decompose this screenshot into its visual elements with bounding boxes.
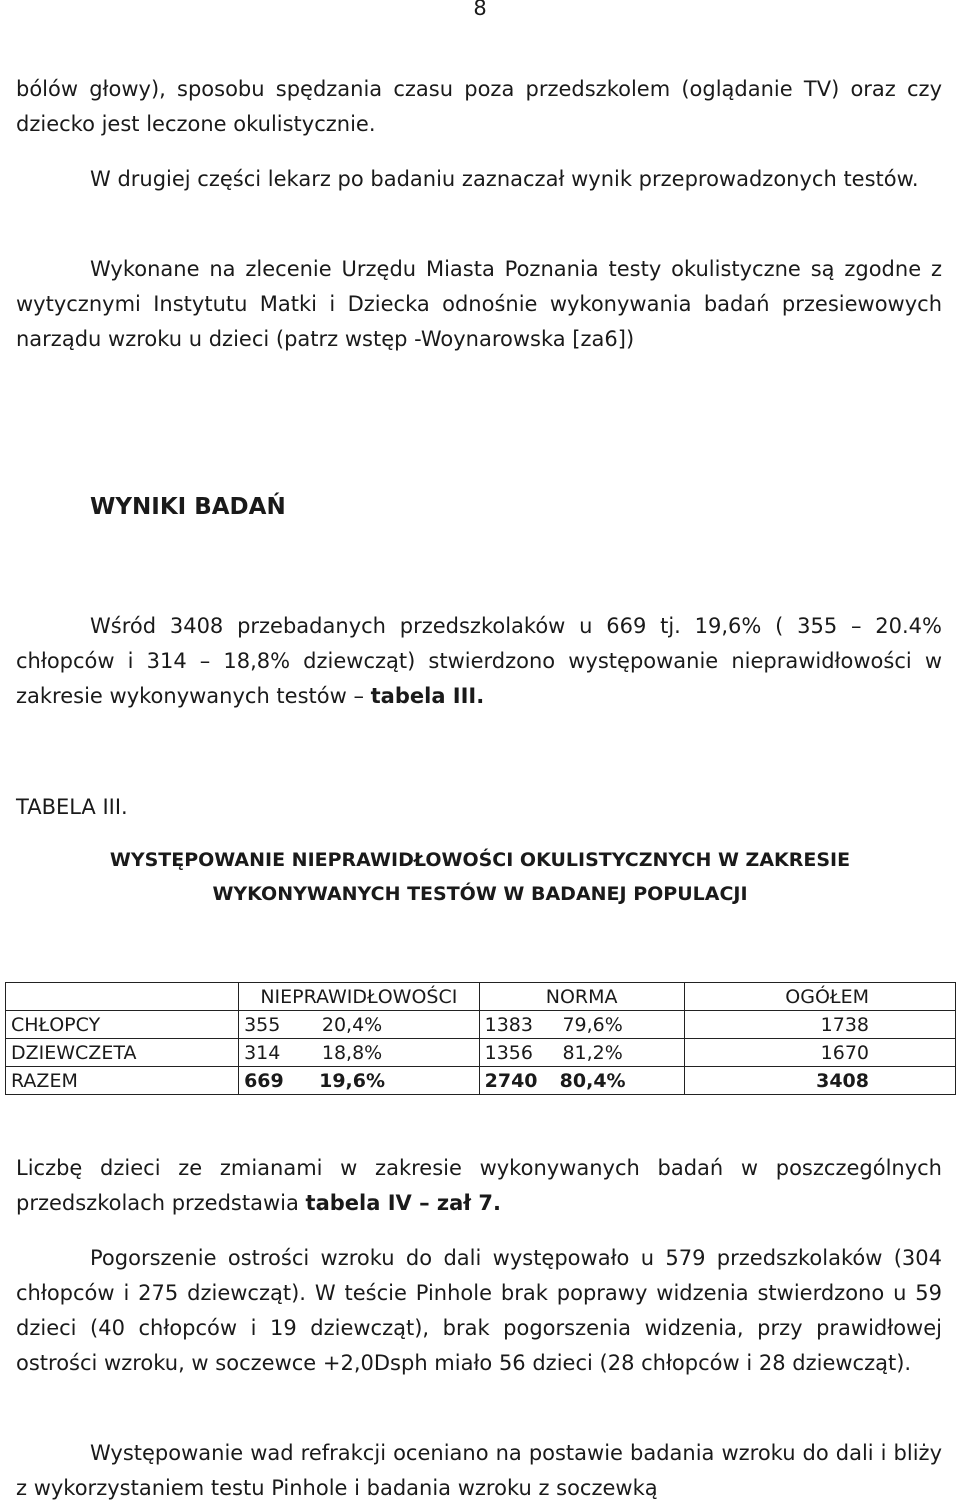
table-title-line1: WYSTĘPOWANIE NIEPRAWIDŁOWOŚCI OKULISTYCZNYCH W ZAKRESIE [109, 849, 851, 871]
header-abnormalities: NIEPRAWIDŁOWOŚCI [239, 983, 480, 1011]
norm-percent: 80,4% [559, 1069, 626, 1092]
table-row [6, 1011, 956, 1039]
norm-percent: 81,2% [562, 1041, 623, 1064]
abnormal-count: 355 [244, 1013, 281, 1036]
abnormal-cell [239, 1011, 480, 1039]
results-text: Wśród 3408 przebadanych przedszkolaków u 669 tj. 19,6% ( 355 – 20.4% chłopców i 314 – 18,8% dziewcząt) stwierdzono występowanie nieprawidłowości w zakresie wykonywanych testów – [16, 614, 942, 708]
row-label: CHŁOPCY [6, 1011, 239, 1039]
norm-percent: 79,6% [562, 1013, 623, 1036]
norm-cell [479, 1011, 684, 1039]
header-empty [6, 983, 239, 1011]
norm-count: 1383 [484, 1013, 533, 1036]
header-total: OGÓŁEM [684, 983, 955, 1011]
total-cell: 1738 [684, 1011, 955, 1039]
row-label: DZIEWCZETA [6, 1039, 239, 1067]
paragraph-questionnaire: bólów głowy), sposobu spędzania czasu poza przedszkolem (oglądanie TV) oraz czy dziecko jest leczone okulistycznie. [16, 77, 942, 136]
section-heading: WYNIKI BADAŃ [90, 494, 286, 520]
table-row [6, 1039, 956, 1067]
norm-cell [479, 1067, 684, 1095]
table-reference: tabela III. [370, 684, 485, 708]
total-cell: 1670 [684, 1039, 955, 1067]
header-norm: NORMA [479, 983, 684, 1011]
norm-cell [479, 1039, 684, 1067]
paragraph-results [16, 609, 942, 714]
abnormal-count: 669 [244, 1069, 284, 1092]
paragraph-refraction: Występowanie wad refrakcji oceniano na postawie badania wzroku do dali i bliży z wykorzystaniem testu Pinhole i badania wzroku z soczewką [16, 1441, 942, 1500]
table-label: TABELA III. [16, 795, 128, 819]
paragraph-table-iv [16, 1151, 942, 1221]
norm-count: 2740 [484, 1069, 538, 1092]
norm-count: 1356 [484, 1041, 533, 1064]
total-cell: 3408 [684, 1067, 955, 1095]
abnormal-percent: 19,6% [319, 1069, 386, 1092]
abnormal-percent: 20,4% [321, 1013, 383, 1036]
paragraph-visual-acuity: Pogorszenie ostrości wzroku do dali występowało u 579 przedszkolaków (304 chłopców i 275 dziewcząt). W teście Pinhole brak poprawy widzenia stwierdzono u 59 dzieci (40 chłopców i 19 dziewcząt), brak pogorszenia widzenia, przy prawidłowej ostrości wzroku, w soczewce +2,0Dsph miało 56 dzieci (28 chłopców i 28 dziewcząt). [16, 1246, 942, 1375]
table-iv-reference: tabela IV – zał 7. [305, 1191, 501, 1215]
abnormal-percent: 18,8% [321, 1041, 383, 1064]
results-table [5, 982, 956, 1095]
paragraph-second-part: W drugiej części lekarz po badaniu zaznaczał wynik przeprowadzonych testów. [90, 167, 919, 191]
abnormal-count: 314 [244, 1041, 281, 1064]
abnormal-cell [239, 1067, 480, 1095]
table-title-line2: WYKONYWANYCH TESTÓW W BADANEJ POPULACJI [212, 883, 748, 905]
table-header-row [6, 983, 956, 1011]
table-iv-text: Liczbę dzieci ze zmianami w zakresie wykonywanych badań w poszczególnych przedszkolach przedstawia [16, 1156, 942, 1215]
page-number: 8 [473, 0, 487, 20]
abnormal-cell [239, 1039, 480, 1067]
row-label: RAZEM [6, 1067, 239, 1095]
paragraph-tests-compliance: Wykonane na zlecenie Urzędu Miasta Poznania testy okulistyczne są zgodne z wytycznymi Instytutu Matki i Dziecka odnośnie wykonywania badań przesiewowych narządu wzroku u dzieci (patrz wstęp -Woynarowska [za6]) [16, 257, 942, 351]
table-row [6, 1067, 956, 1095]
